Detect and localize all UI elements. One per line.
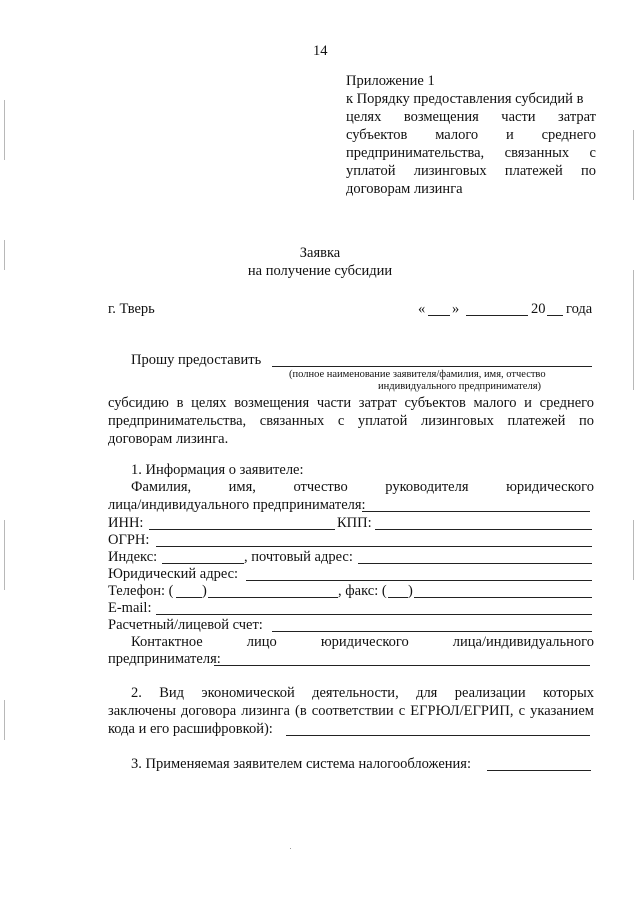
date-day-field[interactable]: [428, 315, 450, 316]
date-month-field[interactable]: [466, 315, 528, 316]
fio-field[interactable]: [362, 511, 590, 512]
word: предпринимательства,: [346, 145, 485, 161]
index-label: Индекс:: [108, 549, 158, 565]
applicant-name-hint: (полное наименование заявителя/фамилия, имя, отчество: [289, 369, 546, 380]
word: уплатой: [357, 413, 408, 429]
ogrn-label: ОГРН:: [108, 532, 150, 548]
request-line: [108, 394, 594, 412]
word: с: [337, 413, 345, 429]
contact-person-label-line2: предпринимателя:: [108, 651, 221, 667]
fax-code-field[interactable]: [388, 597, 408, 598]
date-year-field[interactable]: [547, 315, 563, 316]
scan-edge-mark: [4, 700, 5, 740]
word: в: [176, 395, 184, 411]
legal-address-label: Юридический адрес:: [108, 566, 239, 582]
date-year-prefix: 20: [531, 301, 546, 317]
word: лица/индивидуального: [452, 634, 594, 650]
word: связанных: [259, 413, 325, 429]
word: малого: [473, 395, 517, 411]
phone-label: Телефон: (: [108, 583, 174, 599]
word: целях: [191, 395, 227, 411]
word: реализации: [454, 685, 526, 701]
word: Вид: [159, 685, 185, 701]
email-field[interactable]: [156, 614, 592, 615]
form-subtitle: на получение субсидии: [247, 263, 393, 279]
word: которых: [542, 685, 594, 701]
word: для: [416, 685, 438, 701]
word: субъектов: [404, 395, 466, 411]
date-year-suffix: года: [566, 301, 593, 317]
word: части: [316, 395, 352, 411]
appendix-title: Приложение 1: [346, 73, 435, 89]
request-label: Прошу предоставить: [131, 352, 262, 368]
word: Фамилия,: [131, 479, 192, 495]
email-label: E-mail:: [108, 600, 152, 616]
word: заключены: [108, 703, 176, 719]
postal-address-label: , почтовый адрес:: [244, 549, 353, 565]
fio-label-line2: лица/индивидуального предпринимателя:: [108, 497, 366, 513]
page-number: 14: [313, 43, 328, 59]
applicant-name-hint: индивидуального предпринимателя): [378, 381, 542, 392]
word: ЕГРЮЛ/ЕГРИП,: [410, 703, 514, 719]
scan-edge-mark: [4, 100, 5, 160]
word: юридического: [506, 479, 594, 495]
word: лицо: [246, 634, 277, 650]
word: деятельности,: [312, 685, 399, 701]
word: части: [501, 109, 536, 125]
scan-edge-mark: [633, 270, 634, 390]
word: с: [398, 703, 406, 719]
ogrn-field[interactable]: [156, 546, 592, 547]
word: платежей: [504, 163, 563, 179]
word: по: [580, 163, 596, 179]
fio-label-line1: [131, 478, 594, 496]
applicant-name-field[interactable]: [272, 366, 592, 367]
word: Контактное: [131, 634, 203, 650]
word: затрат: [558, 109, 596, 125]
kpp-label: КПП:: [337, 515, 372, 531]
word: руководителя: [385, 479, 469, 495]
word: лизинговых: [413, 163, 487, 179]
word: и: [506, 127, 514, 143]
word: имя,: [228, 479, 256, 495]
word: среднего: [539, 395, 594, 411]
phone-paren-close: ): [202, 583, 207, 599]
scan-edge-mark: [633, 520, 634, 580]
word: лизинговых: [420, 413, 494, 429]
postal-address-field[interactable]: [358, 563, 592, 564]
fax-label: , факс: (: [338, 583, 387, 599]
word: отчество: [293, 479, 348, 495]
word: договорам лизинга: [346, 181, 463, 197]
word: экономической: [201, 685, 295, 701]
word: договора: [181, 703, 237, 719]
word: к Порядку предоставления субсидий в: [346, 91, 584, 107]
account-field[interactable]: [272, 631, 592, 632]
word: и: [524, 395, 532, 411]
appendix-line: [346, 144, 596, 162]
word: затрат: [358, 395, 397, 411]
appendix-line: [346, 126, 596, 144]
word: с: [589, 145, 596, 161]
word: связанных: [504, 145, 570, 161]
word: целях: [346, 109, 382, 125]
word: субъектов: [346, 127, 408, 143]
word: по: [578, 413, 594, 429]
word: юридического: [320, 634, 409, 650]
word: субсидию: [108, 395, 169, 411]
account-label: Расчетный/лицевой счет:: [108, 617, 263, 633]
word: с: [518, 703, 526, 719]
section3-heading: 3. Применяемая заявителем система налогообложения:: [131, 756, 472, 772]
word: среднего: [541, 127, 596, 143]
word: платежей: [507, 413, 566, 429]
appendix-line: [346, 180, 463, 198]
word: малого: [435, 127, 479, 143]
scan-speck: [290, 848, 291, 849]
contact-person-label-line1: [131, 633, 594, 651]
word: уплатой: [346, 163, 396, 179]
fax-paren-close: ): [408, 583, 413, 599]
inn-label: ИНН:: [108, 515, 144, 531]
word: возмещения: [234, 395, 310, 411]
contact-person-field[interactable]: [214, 665, 590, 666]
word: возмещения: [403, 109, 479, 125]
appendix-line: [346, 108, 596, 126]
appendix-line: [346, 90, 583, 108]
form-title: Заявка: [299, 245, 341, 261]
index-field[interactable]: [162, 563, 244, 564]
word: соответствии: [311, 703, 394, 719]
phone-number-field[interactable]: [208, 597, 338, 598]
word: предпринимательства,: [108, 413, 247, 429]
word: (в: [295, 703, 307, 719]
section2-line2: [108, 702, 594, 720]
place-label: г. Тверь: [108, 301, 155, 317]
phone-code-field[interactable]: [176, 597, 202, 598]
word: 2.: [131, 685, 142, 701]
word: указанием: [530, 703, 594, 719]
section2-text-line3: кода и его расшифровкой):: [108, 721, 273, 737]
fax-number-field[interactable]: [414, 597, 592, 598]
appendix-line: [346, 162, 596, 180]
word: договорам лизинга.: [108, 431, 229, 447]
section1-heading: 1. Информация о заявителе:: [131, 462, 304, 478]
tax-system-field[interactable]: [487, 770, 591, 771]
activity-type-field[interactable]: [286, 735, 590, 736]
scan-edge-mark: [4, 520, 5, 590]
request-line: [108, 412, 594, 430]
date-quote-close: »: [452, 301, 460, 317]
scan-edge-mark: [633, 130, 634, 200]
word: лизинга: [241, 703, 290, 719]
date-quote-open: «: [418, 301, 426, 317]
request-line: [108, 430, 228, 448]
legal-address-field[interactable]: [246, 580, 592, 581]
kpp-field[interactable]: [375, 529, 592, 530]
section2-line1: [131, 684, 594, 702]
inn-field[interactable]: [149, 529, 335, 530]
